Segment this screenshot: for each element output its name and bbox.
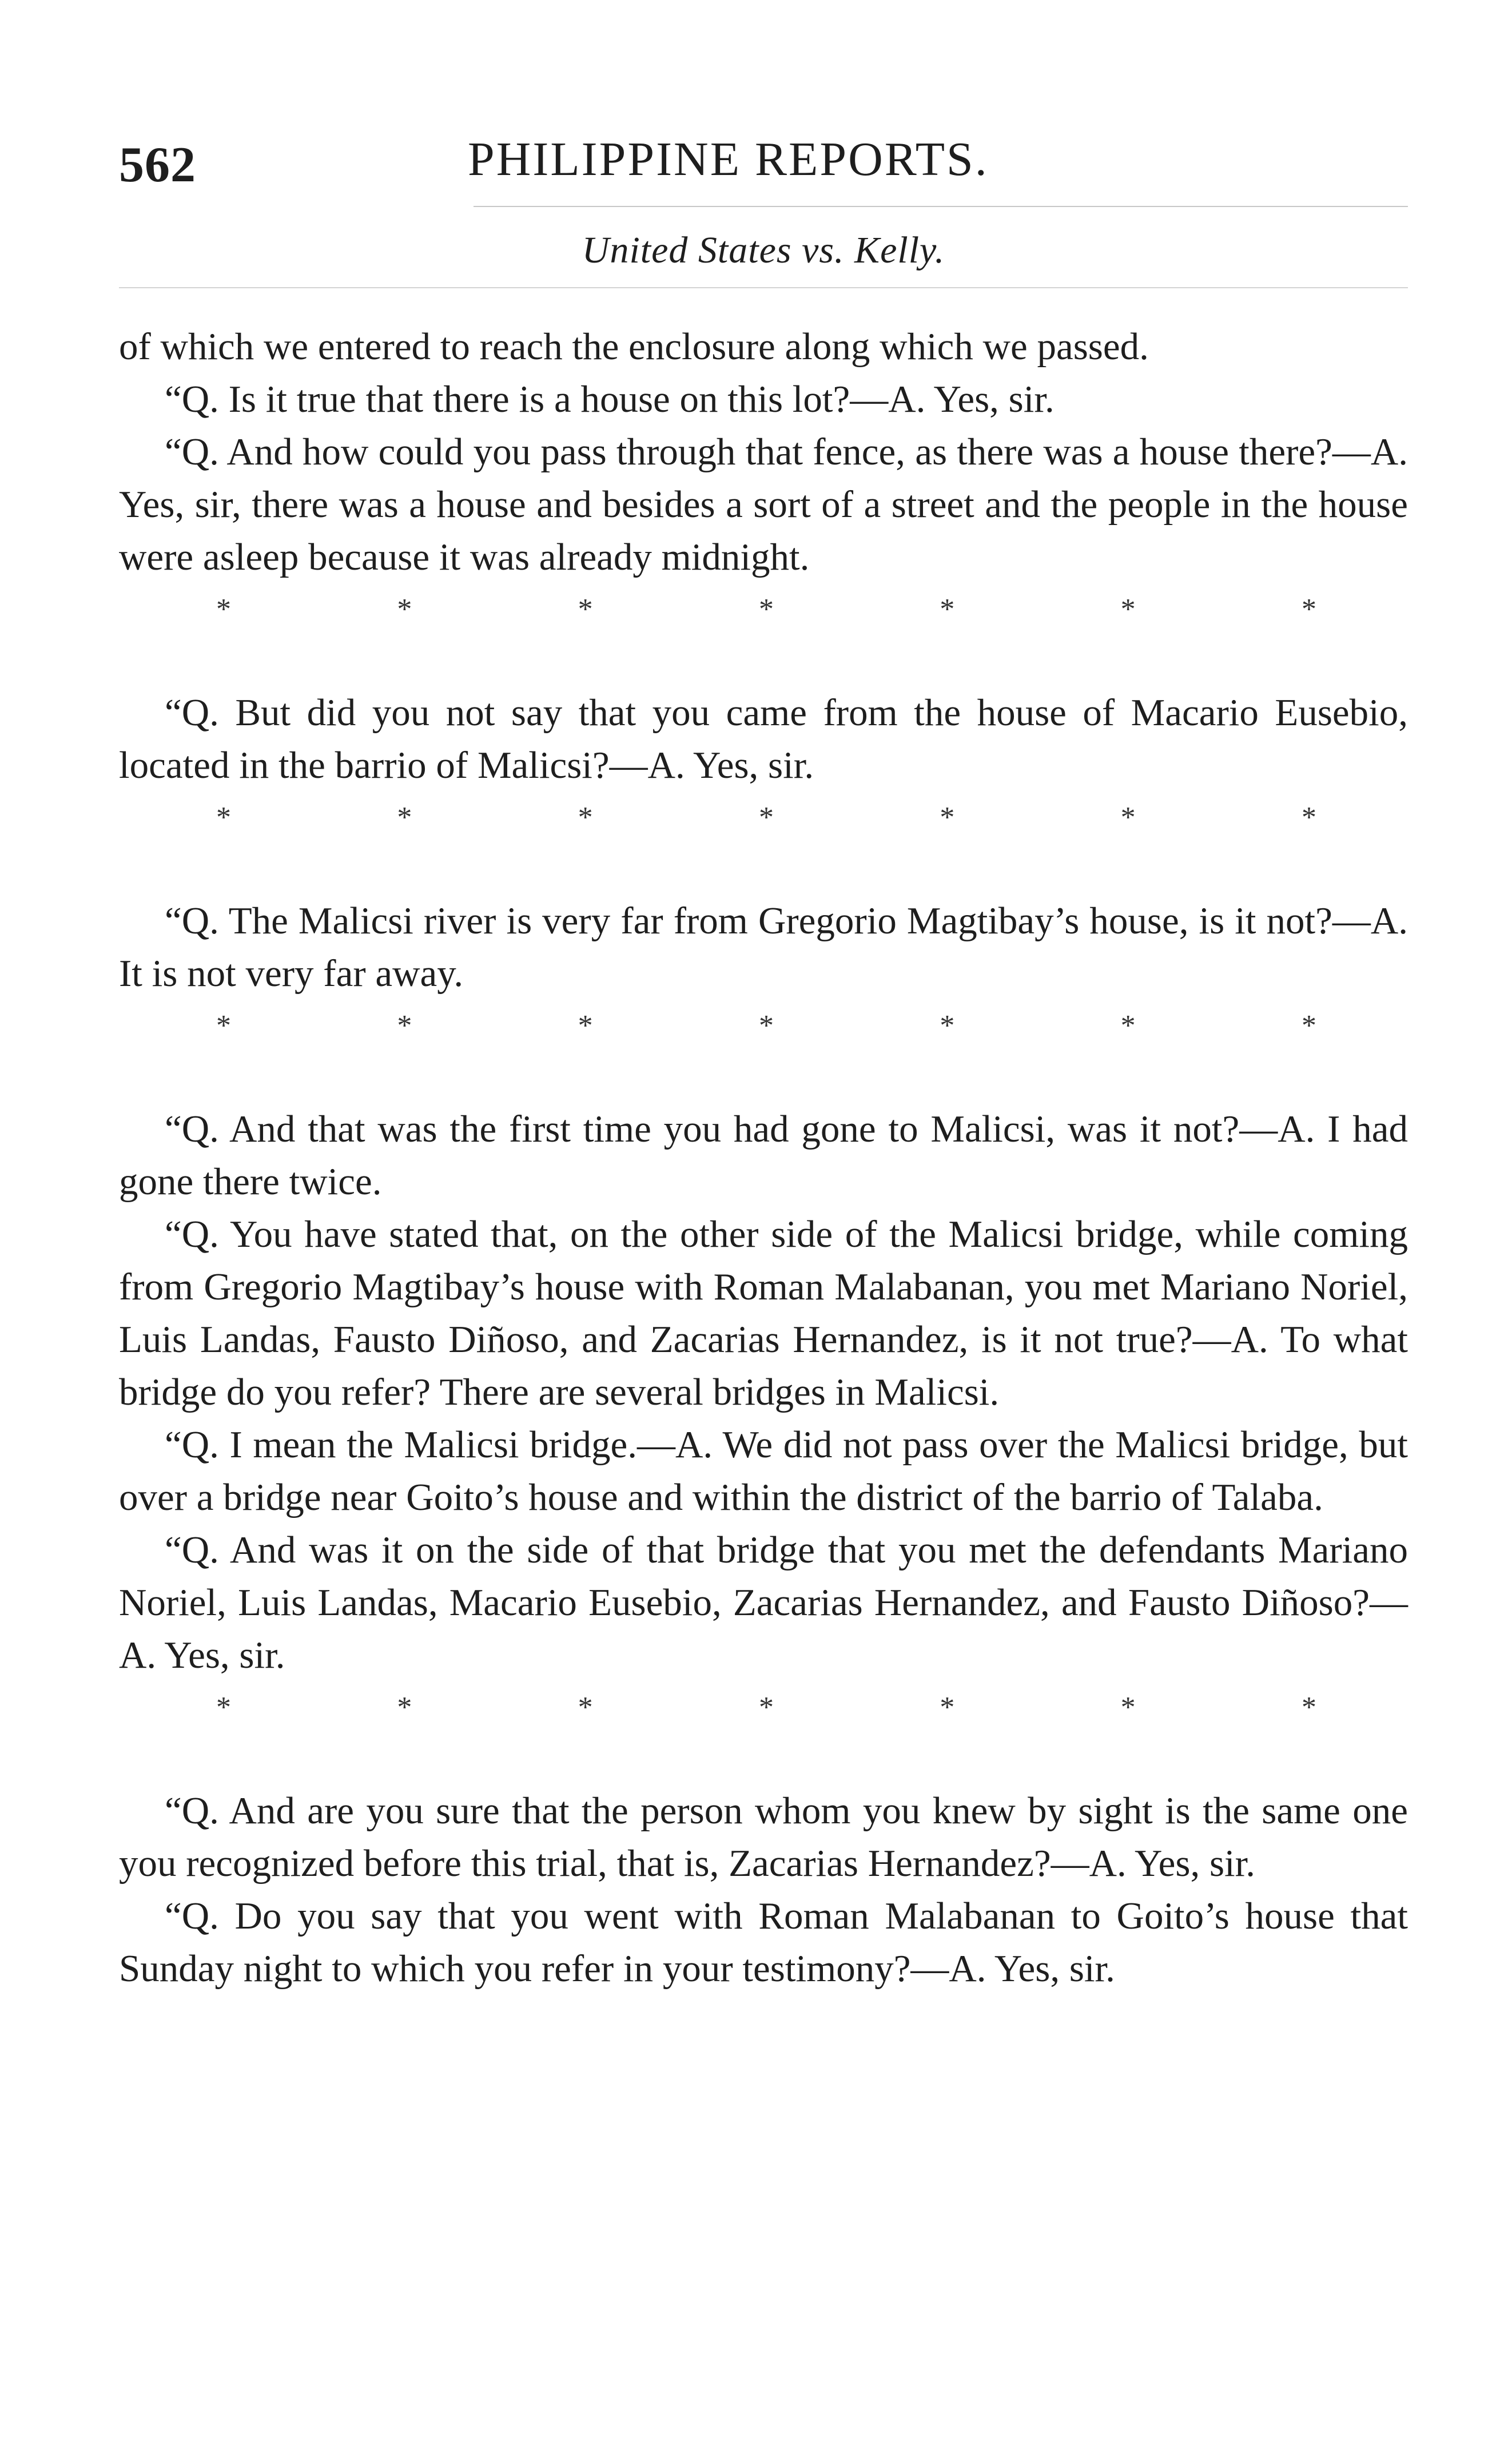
star-mark: * bbox=[940, 1009, 955, 1042]
testimony-paragraph: of which we entered to reach the enclosure along which we passed. bbox=[119, 325, 1149, 368]
testimony-paragraph: “Q. And how could you pass through that fence, as there was a house there?—A. Yes, sir, there was a house and besides a sort of a street and the people in the house were asleep because it was already midnight. bbox=[119, 431, 1408, 578]
testimony-paragraph: “Q. You have stated that, on the other side of the Malicsi bridge, while coming from Gregorio Magtibay’s house with Roman Malabanan, you met Mariano Noriel, Luis Landas, Fausto Diñoso, and Zacarias Hernandez, is it not true?—A. To what bridge do you refer? There are several bridges in Malicsi. bbox=[119, 1213, 1408, 1413]
page-header bbox=[119, 132, 1408, 200]
star-mark: * bbox=[578, 1691, 593, 1724]
star-mark: * bbox=[397, 593, 412, 626]
page-number: 562 bbox=[119, 137, 196, 193]
star-mark: * bbox=[216, 593, 231, 626]
star-mark: * bbox=[397, 801, 412, 834]
star-mark: * bbox=[216, 1009, 231, 1042]
star-mark: * bbox=[578, 1009, 593, 1042]
star-mark: * bbox=[397, 1691, 412, 1724]
document-body bbox=[119, 320, 1408, 1995]
testimony-paragraph: “Q. And are you sure that the person whom you knew by sight is the same one you recognized before this trial, that is, Zacarias Hernandez?—A. Yes, sir. bbox=[119, 1790, 1408, 1885]
star-mark: * bbox=[758, 801, 774, 834]
star-mark: * bbox=[1301, 1691, 1316, 1724]
star-mark: * bbox=[1120, 593, 1136, 626]
star-mark: * bbox=[1301, 801, 1316, 834]
testimony-paragraph: “Q. But did you not say that you came from the house of Macario Eusebio, located in the barrio of Malicsi?—A. Yes, sir. bbox=[119, 691, 1408, 786]
star-mark: * bbox=[1120, 801, 1136, 834]
testimony-paragraph: “Q. Is it true that there is a house on this lot?—A. Yes, sir. bbox=[165, 378, 1055, 420]
star-mark: * bbox=[216, 801, 231, 834]
running-title: PHILIPPINE REPORTS. bbox=[468, 133, 989, 186]
ellipsis-stars bbox=[119, 792, 1408, 844]
testimony-paragraph: “Q. The Malicsi river is very far from Gregorio Magtibay’s house, is it not?—A. It is not very far away. bbox=[119, 900, 1408, 995]
star-mark: * bbox=[1301, 593, 1316, 626]
document-page bbox=[119, 132, 1408, 1990]
case-title: United States vs. Kelly. bbox=[582, 229, 945, 271]
ellipsis-stars bbox=[119, 1681, 1408, 1734]
star-mark: * bbox=[758, 1691, 774, 1724]
star-mark: * bbox=[578, 593, 593, 626]
star-mark: * bbox=[758, 1009, 774, 1042]
star-mark: * bbox=[216, 1691, 231, 1724]
star-mark: * bbox=[1120, 1009, 1136, 1042]
star-mark: * bbox=[578, 801, 593, 834]
star-mark: * bbox=[758, 593, 774, 626]
ellipsis-stars bbox=[119, 1000, 1408, 1052]
testimony-paragraph: “Q. And that was the first time you had gone to Malicsi, was it not?—A. I had gone there twice. bbox=[119, 1108, 1408, 1203]
star-mark: * bbox=[397, 1009, 412, 1042]
case-title-rule bbox=[119, 287, 1408, 288]
header-rule bbox=[474, 206, 1408, 207]
testimony-paragraph: “Q. I mean the Malicsi bridge.—A. We did not pass over the Malicsi bridge, but over a bridge near Goito’s house and within the district of the barrio of Talaba. bbox=[119, 1424, 1408, 1518]
star-mark: * bbox=[940, 801, 955, 834]
star-mark: * bbox=[940, 1691, 955, 1724]
testimony-paragraph: “Q. Do you say that you went with Roman Malabanan to Goito’s house that Sunday night to which you refer in your testimony?—A. Yes, sir. bbox=[119, 1895, 1408, 1990]
testimony-paragraph: “Q. And was it on the side of that bridge that you met the defendants Mariano Noriel, Luis Landas, Macario Eusebio, Zacarias Hernandez, and Fausto Diñoso?—A. Yes, sir. bbox=[119, 1529, 1408, 1676]
ellipsis-stars bbox=[119, 583, 1408, 636]
star-mark: * bbox=[940, 593, 955, 626]
star-mark: * bbox=[1120, 1691, 1136, 1724]
star-mark: * bbox=[1301, 1009, 1316, 1042]
